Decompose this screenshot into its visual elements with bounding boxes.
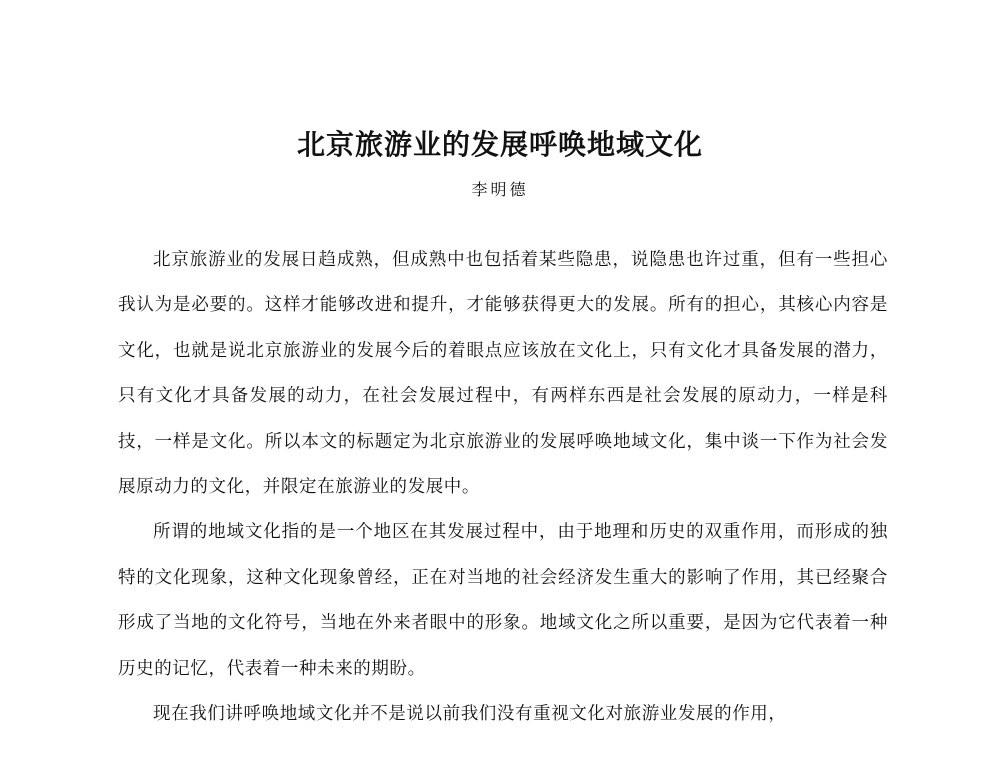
document-title: 北京旅游业的发展呼唤地域文化 [296, 128, 703, 161]
paragraph-2: 所谓的地域文化指的是一个地区在其发展过程中，由于地理和历史的双重作用，而形成的独特的文化现象，这种文化现象曾经，正在对当地的社会经济发生重大的影响了作用，其已经聚合形成了当地的文化符号，当地在外来者眼中的形象。地域文化之所以重要，是因为它代表着一种历史的记忆，代表着一种未来的期盼。 [118, 522, 888, 679]
paragraph-3: 现在我们讲呼唤地域文化并不是说以前我们没有重视文化对旅游业发展的作用， [153, 704, 787, 725]
document-body [118, 238, 888, 737]
author-name: 李明德 [471, 180, 529, 199]
paragraph-1: 北京旅游业的发展日趋成熟，但成熟中也包括着某些隐患，说隐患也许过重，但有一些担心我认为是必要的。这样才能够改进和提升，才能够获得更大的发展。所有的担心，其核心内容是文化，也就是说北京旅游业的发展今后的着眼点应该放在文化上，只有文化才具备发展的潜力，只有文化才具备发展的动力，在社会发展过程中，有两样东西是社会发展的原动力，一样是科技，一样是文化。所以本文的标题定为北京旅游业的发展呼唤地域文化，集中谈一下作为社会发展原动力的文化，并限定在旅游业的发展中。 [118, 250, 888, 498]
